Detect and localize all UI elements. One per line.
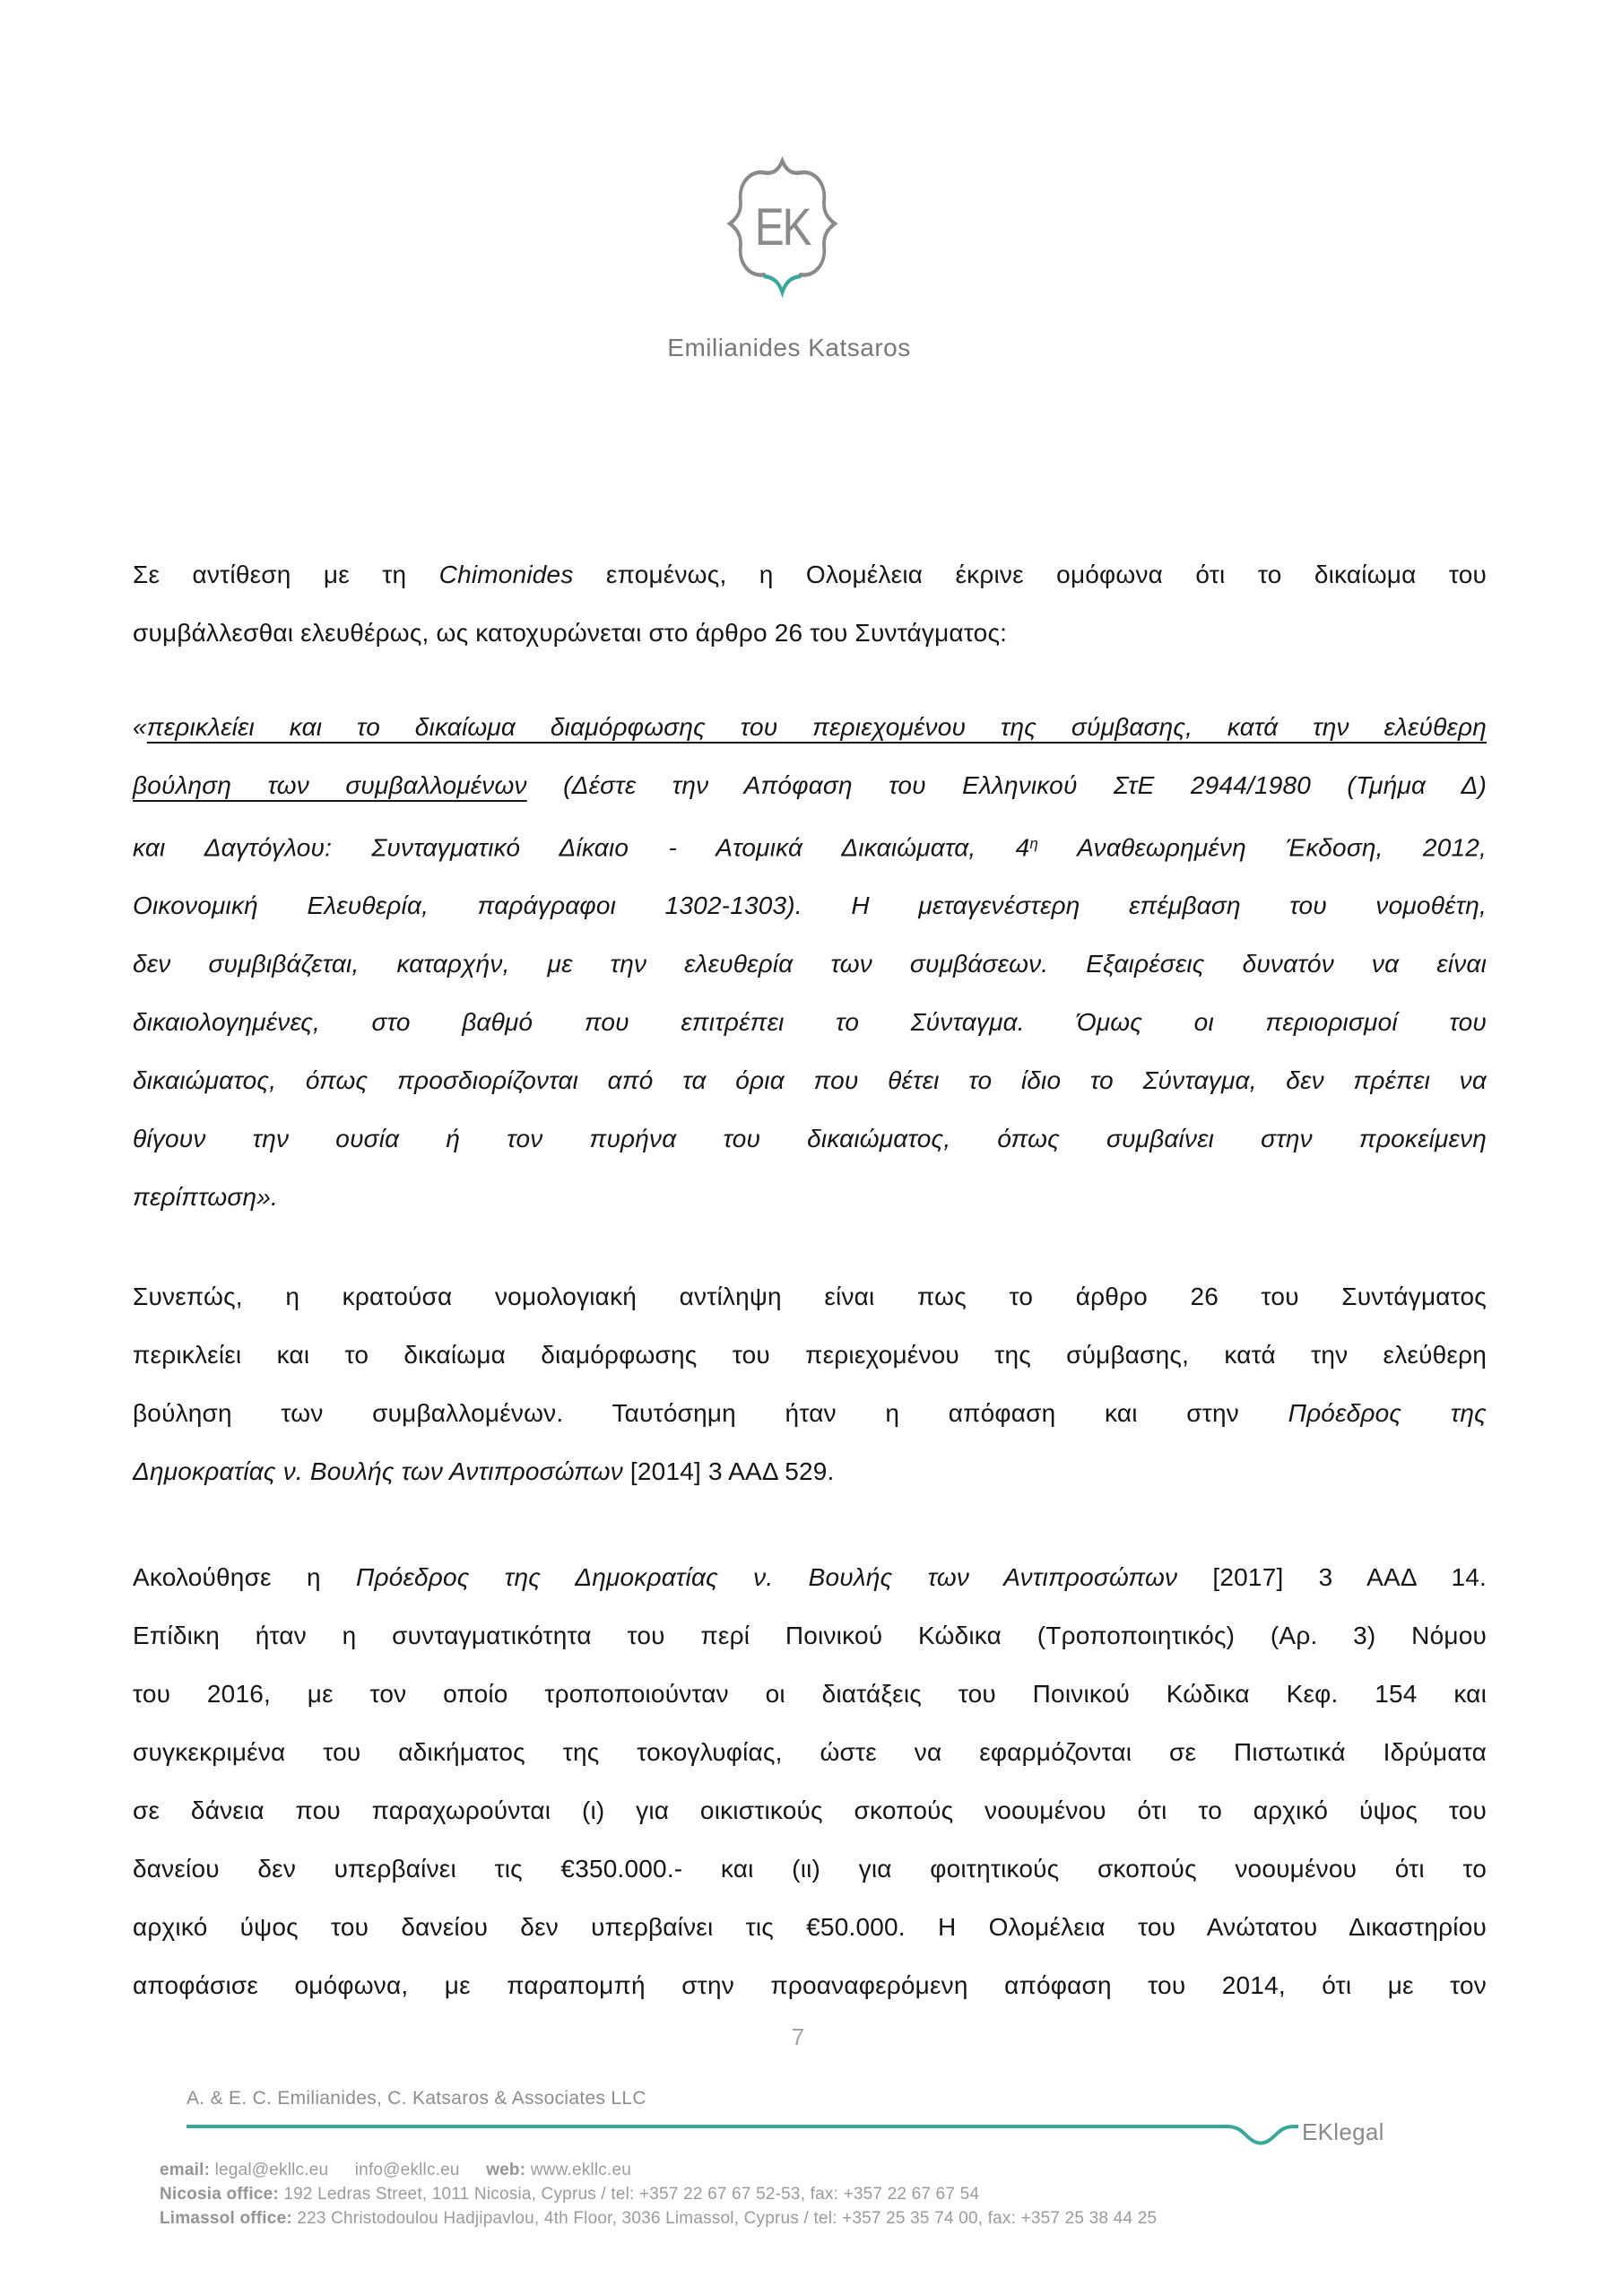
contact-line-limassol [160, 2206, 1157, 2231]
text-line [133, 814, 1487, 876]
text-line [133, 1956, 1487, 2014]
text-run: Οικονομική Ελευθερία, παράγραφοι 1302-1303). Η μεταγενέστερη επέμβαση του νομοθέτη, [133, 891, 1487, 920]
text-run: συγκεκριμένα του αδικήματος της τοκογλυφίας, ώστε να εφαρμόζονται σε Πιστωτικά Ιδρύματα [133, 1738, 1487, 1766]
text-line [133, 545, 1487, 604]
text-line [133, 876, 1487, 935]
email-secondary: info@ekllc.eu [354, 2161, 460, 2179]
text-line [133, 935, 1487, 993]
text-run: Αναθεωρημένη Έκδοση, 2012, [1038, 833, 1487, 862]
ek-seal-icon [722, 152, 843, 307]
text-run: [2014] 3 ΑΑΔ 529. [622, 1457, 835, 1485]
email-primary: legal@ekllc.eu [214, 2161, 329, 2179]
text-line [133, 1326, 1487, 1384]
firm-name: A. & E. C. Emilianides, C. Katsaros & Associates LLC [186, 2088, 646, 2109]
paragraph-quotation [133, 698, 1487, 1226]
text-line [133, 756, 1487, 814]
text-run: « [133, 713, 147, 741]
underlined-run: περικλείει και το δικαίωμα διαμόρφωσης του περιεχομένου της σύμβασης, κατά την ελεύθερη [146, 713, 1487, 741]
nicosia-office-details: 192 Ledras Street, 1011 Nicosia, Cyprus / tel: +357 22 67 67 52-53, fax: +357 22 67 67 54 [283, 2185, 980, 2204]
teal-swoosh-icon [186, 2123, 1298, 2148]
text-line [133, 1109, 1487, 1168]
text-run: (Δέστε την Απόφαση του Ελληνικού ΣτΕ 2944/1980 (Τμήμα Δ) [526, 771, 1487, 799]
paragraph-conclusion [133, 1267, 1487, 1500]
eklegal-wordmark: EKlegal [1302, 2118, 1384, 2145]
text-line [133, 1051, 1487, 1109]
logo-monogram: EK [754, 198, 811, 257]
text-line [133, 1548, 1487, 1606]
text-line [133, 604, 1487, 662]
email-label: email: [160, 2161, 211, 2179]
text-run: Συνεπώς, η κρατούσα νομολογιακή αντίληψη είναι πως το άρθρο 26 του Συντάγματος [133, 1283, 1487, 1310]
brand-name: Emilianides Katsaros [667, 334, 911, 361]
text-run: δικαιολογημένες, στο βαθμό που επιτρέπει το Σύνταγμα. Όμως οι περιορισμοί του [133, 1008, 1487, 1037]
page-number: 7 [791, 2023, 805, 2050]
text-line [133, 1267, 1487, 1326]
nicosia-office-label: Nicosia office: [160, 2185, 279, 2204]
text-line [133, 698, 1487, 756]
text-line [133, 993, 1487, 1051]
text-run: αποφάσισε ομόφωνα, με παραπομπή στην προαναφερόμενη απόφαση του 2014, ότι με τον [133, 1971, 1487, 1999]
text-line [133, 1898, 1487, 1956]
text-run: περίπτωση». [133, 1183, 278, 1212]
text-line [133, 1168, 1487, 1226]
contact-block [160, 2158, 1157, 2231]
text-run: θίγουν την ουσία ή τον πυρήνα του δικαιώματος, όπως συμβαίνει στην προκείμενη [133, 1125, 1487, 1153]
limassol-office-label: Limassol office: [160, 2209, 292, 2228]
superscript-run: η [1029, 835, 1038, 852]
website: www.ekllc.eu [530, 2161, 631, 2179]
text-run: αρχικό ύψος του δανείου δεν υπερβαίνει τις €50.000. Η Ολομέλεια του Ανώτατου Δικαστηρίου [133, 1913, 1487, 1941]
text-line [133, 1839, 1487, 1898]
text-run: συμβάλλεσθαι ελευθέρως, ως κατοχυρώνεται στο άρθρο 26 του Συντάγματος: [133, 619, 1008, 647]
text-run: Επίδικη ήταν η συνταγματικότητα του περί Ποινικού Κώδικα (Τροποποιητικός) (Αρ. 3) Νόμου [133, 1622, 1487, 1649]
text-run: δεν συμβιβάζεται, καταρχήν, με την ελευθερία των συμβάσεων. Εξαιρέσεις δυνατόν να είναι [133, 950, 1487, 978]
text-run: δικαιώματος, όπως προσδιορίζονται από τα όρια που θέτει το ίδιο το Σύνταγμα, δεν πρέπει να [133, 1066, 1487, 1095]
paragraph-followup [133, 1548, 1487, 2014]
paragraph-intro [133, 545, 1487, 662]
underlined-run: βούληση των συμβαλλομένων [133, 771, 527, 799]
text-run: δανείου δεν υπερβαίνει τις €350.000.- και (ιι) για φοιτητικούς σκοπούς νοουμένου ότι το [133, 1855, 1487, 1883]
text-run: βούληση των συμβαλλομένων. Ταυτόσημη ήταν η απόφαση και στην [133, 1399, 1288, 1427]
text-line [133, 1384, 1487, 1442]
contact-line-nicosia [160, 2182, 1157, 2206]
text-run: Ακολούθησε η [133, 1563, 356, 1591]
text-run: [2017] 3 ΑΑΔ 14. [1177, 1563, 1488, 1591]
text-line [133, 1723, 1487, 1781]
italic-run: Πρόεδρος της Δημοκρατίας ν. Βουλής των Αντιπροσώπων [355, 1563, 1178, 1591]
text-run: και Δαγτόγλου: Συνταγματικό Δίκαιο - Ατομικά Δικαιώματα, 4 [133, 833, 1030, 862]
text-line [133, 1665, 1487, 1723]
italic-run: Δημοκρατίας ν. Βουλής των Αντιπροσώπων [133, 1457, 623, 1485]
text-run: περικλείει και το δικαίωμα διαμόρφωσης του περιεχομένου της σύμβασης, κατά την ελεύθερη [133, 1341, 1487, 1369]
text-line [133, 1606, 1487, 1665]
ek-seal-logo [722, 152, 843, 307]
text-line [133, 1781, 1487, 1839]
web-label: web: [486, 2161, 526, 2179]
contact-line-email [160, 2158, 1157, 2182]
italic-run: Chimonides [438, 561, 574, 588]
italic-run: Πρόεδρος της [1288, 1399, 1487, 1427]
footer-rule [186, 2123, 1298, 2148]
text-run: επομένως, η Ολομέλεια έκρινε ομόφωνα ότι το δικαίωμα του [573, 561, 1487, 588]
text-line [133, 1442, 1487, 1500]
limassol-office-details: 223 Christodoulou Hadjipavlou, 4th Floor, 3036 Limassol, Cyprus / tel: +357 25 35 74 00, fax: +357 25 38 44 25 [297, 2209, 1158, 2228]
text-run: σε δάνεια που παραχωρούνται (ι) για οικιστικούς σκοπούς νοουμένου ότι το αρχικό ύψος του [133, 1796, 1487, 1824]
text-run: Σε αντίθεση με τη [133, 561, 439, 588]
text-run: του 2016, με τον οποίο τροποποιούνταν οι διατάξεις του Ποινικού Κώδικα Κεφ. 154 και [133, 1680, 1487, 1708]
